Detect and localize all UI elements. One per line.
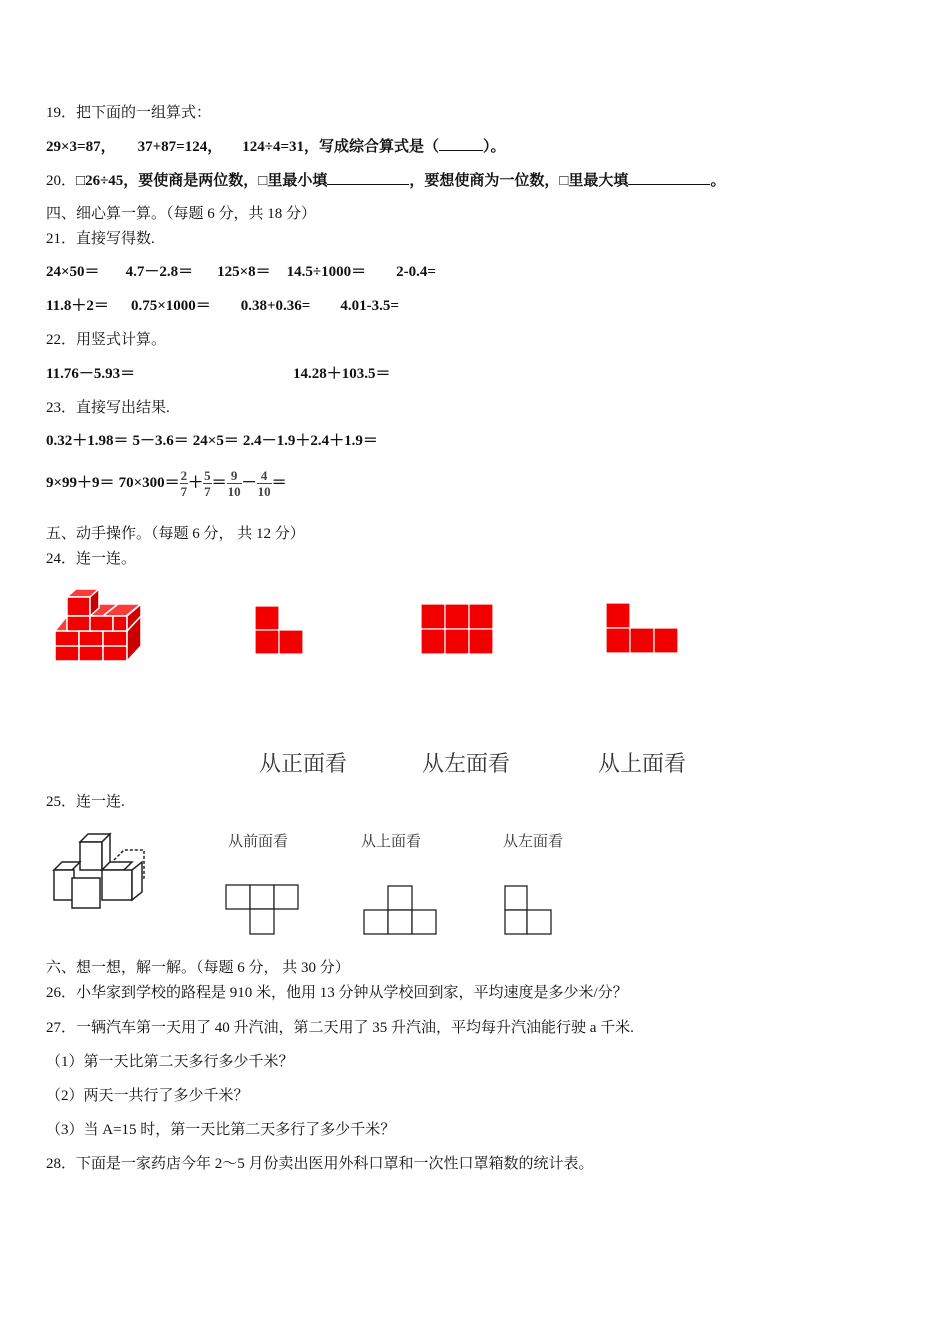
q22-item-1: 11.76－5.93＝: [46, 366, 136, 382]
q20-text-1: □26÷45，要使商是两位数，□里最小填: [76, 173, 328, 189]
section-4-heading: 四、细心算一算。（每题 6 分，共 18 分）: [46, 206, 317, 222]
q21-row-2: [46, 296, 399, 316]
section-6-heading: 六、想一想，解一解。（每题 6 分， 共 30 分）: [46, 960, 350, 976]
q20-blank-2[interactable]: [628, 170, 710, 185]
q24-view-shape-3: [606, 603, 680, 655]
q20-number: 20．: [46, 173, 77, 189]
q25-view-label-top: 从上面看: [361, 832, 422, 850]
q21-item: 0.38+0.36=: [240, 298, 311, 314]
q21-item: 0.75×1000＝: [130, 298, 211, 314]
q23-item: 2.4－1.9＋2.4＋1.9＝: [242, 433, 378, 449]
q25-cube-solid-figure: [52, 830, 148, 912]
q24-view-shape-1: [255, 606, 305, 656]
q22-title: 22．用竖式计算。: [46, 332, 167, 348]
q19-expressions: [46, 136, 506, 157]
q25-view-shape-3: [504, 885, 556, 937]
q27-sub-2: （2）两天一共行了多少千米？: [46, 1088, 249, 1104]
section-5-heading: 五、动手操作。（每题 6 分， 共 12 分）: [46, 526, 305, 542]
q24-cube-solid-figure: [50, 588, 150, 664]
q23-item: 9×99＋9＝: [46, 475, 115, 491]
q20-text-2: ，要想使商为一位数，□里最大填: [409, 173, 629, 189]
q22-item-2: 14.28＋103.5＝: [293, 366, 391, 382]
fraction-5-7: $\frac{5}{7}$: [204, 468, 211, 500]
q23-item: 70×300＝: [118, 475, 180, 491]
q25-view-shape-2: [363, 885, 439, 937]
q24-view-shape-2: [421, 604, 495, 656]
q24-view-label-front: 从正面看: [259, 752, 348, 777]
q19-expr-2: 37+87=124，: [137, 139, 223, 155]
q19-answer-blank[interactable]: [439, 136, 483, 151]
q25-view-shape-1: [225, 884, 301, 936]
q21-item: 4.7－2.8＝: [125, 264, 194, 280]
plus-sign: ＋: [188, 475, 204, 491]
q25-view-label-front: 从前面看: [228, 832, 289, 850]
q23-row-1: [46, 431, 378, 451]
q23-item: 24×5＝: [192, 433, 239, 449]
q21-item: 11.8＋2＝: [46, 298, 109, 314]
q25-title: 25．连一连.: [46, 794, 125, 810]
q19-expr-3: 124÷4=31，写成综合算式是（: [242, 139, 439, 155]
q26-text: 26．小华家到学校的路程是 910 米，他用 13 分钟从学校回到家，平均速度是多少米/分？: [46, 985, 628, 1001]
q24-view-label-top: 从上面看: [598, 752, 687, 777]
q27-title: 27．一辆汽车第一天用了 40 升汽油，第二天用了 35 升汽油，平均每升汽油能行驶 a 千米.: [46, 1020, 634, 1036]
q19-expr-1: 29×3=87，: [46, 139, 116, 155]
q21-row-1: [46, 262, 436, 282]
q24-title: 24．连一连。: [46, 551, 137, 567]
fraction-2-7: $\frac{2}{7}$: [180, 468, 188, 500]
q23-item: 5－3.6＝: [132, 433, 189, 449]
q20-text-3: 。: [710, 173, 726, 189]
q24-view-label-left: 从左面看: [422, 752, 511, 777]
q20-blank-1[interactable]: [327, 170, 409, 185]
q27-sub-3: （3）当 A=15 时，第一天比第二天多行了多少千米？: [46, 1122, 396, 1138]
fraction-4-10: $\frac{4}{10}$: [257, 468, 271, 500]
q25-view-label-left: 从左面看: [503, 832, 564, 850]
q23-title: 23．直接写出结果.: [46, 400, 170, 416]
q21-item: 2-0.4=: [396, 264, 436, 280]
q21-item: 24×50＝: [46, 264, 100, 280]
q23-row-2: [46, 466, 287, 500]
q21-title: 21．直接写得数.: [46, 231, 155, 247]
q27-sub-1: （1）第一天比第二天多行多少千米？: [46, 1054, 294, 1070]
q21-item: 4.01-3.5=: [340, 298, 399, 314]
q20-line: [46, 170, 725, 191]
q21-item: 125×8＝: [217, 264, 271, 280]
equals-sign: ＝: [211, 475, 227, 491]
q19-expr-4: ）。: [483, 139, 506, 155]
q21-item: 14.5÷1000＝: [286, 264, 367, 280]
equals-sign: ＝: [271, 475, 287, 491]
q19-title: 19．把下面的一组算式：: [46, 105, 212, 121]
minus-sign: －: [241, 475, 257, 491]
q23-item: 0.32＋1.98＝: [46, 433, 129, 449]
q28-text: 28．下面是一家药店今年 2～5 月份卖出医用外科口罩和一次性口罩箱数的统计表。: [46, 1156, 594, 1172]
fraction-9-10: $\frac{9}{10}$: [227, 468, 241, 500]
